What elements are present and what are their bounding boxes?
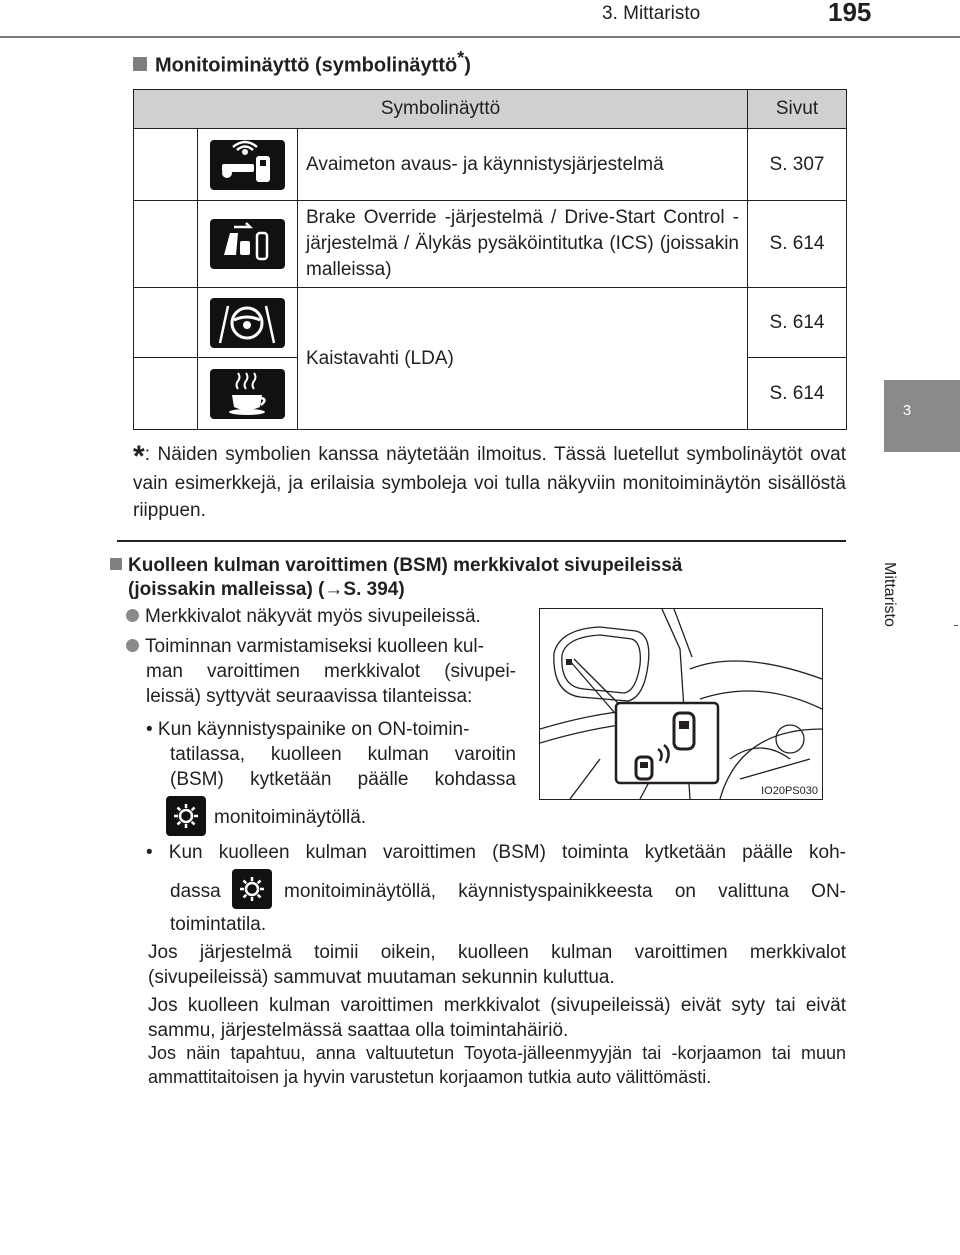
symbol-table: [133, 89, 847, 430]
header-section-title: 3. Mittaristo: [602, 3, 701, 24]
coffee-cup-icon: [210, 369, 285, 419]
sub-item-word: dassa: [170, 881, 221, 902]
brake-override-icon: [210, 219, 285, 269]
table-cell-description: Avaimeton avaus- ja käynnistysjärjestelmä: [298, 129, 748, 201]
list-item: [126, 634, 516, 659]
arrow-icon: →: [324, 579, 344, 600]
table-row: [134, 129, 847, 201]
chapter-number: 3: [902, 402, 912, 419]
sub-item-line: monitoiminäytöllä, käynnistyspainikkeesta on valittuna ON-: [284, 881, 846, 902]
paragraph: Jos järjestelmä toimii oikein, kuolleen kulman varoittimen merkkivalot (sivupeileissä) sammuvat muutaman sekunnin kuluttua.: [148, 942, 846, 988]
table-cell-empty: [134, 129, 198, 201]
sub-item-line: toimintatila.: [170, 914, 267, 935]
list-item: [126, 604, 481, 629]
table-cell-icon: [198, 288, 298, 358]
table-row: [134, 288, 847, 358]
header-rule: [0, 36, 960, 38]
table-cell-description: Kaistavahti (LDA): [298, 288, 748, 430]
heading-close: ): [464, 54, 471, 77]
table-cell-empty: [134, 201, 198, 288]
sub-item-line: (BSM) kytketään päälle kohdassa: [170, 769, 516, 790]
illustration-id: IO20PS030: [761, 785, 818, 797]
section-divider: [117, 540, 846, 542]
table-cell-icon: [198, 201, 298, 288]
footnote: [133, 441, 846, 524]
bsm-heading-line1: Kuolleen kulman varoittimen (BSM) merkkivalot sivupeileissä: [128, 555, 683, 576]
table-cell-empty: [134, 358, 198, 430]
steering-wheel-lane-icon: [210, 298, 285, 348]
round-bullet-icon: [126, 639, 139, 652]
footnote-star: *: [133, 440, 145, 473]
sub-item-line: • Kun käynnistyspainike on ON-toimin-: [146, 719, 470, 740]
footnote-text: : Näiden symbolien kanssa näytetään ilmoitus. Tässä luetellut symbolinäytöt ovat vain esimerkkejä, ja erilaisia symboleja voi tulla näkyviin monitoiminäytön sisällöstä riippuen.: [133, 444, 846, 521]
table-header-row: [134, 90, 847, 129]
bullet-text: Merkkivalot näkyvät myös sivupeileissä.: [145, 606, 481, 627]
sub-item-line: tatilassa, kuolleen kulman varoitin: [170, 744, 516, 765]
table-cell-icon: [198, 129, 298, 201]
table-cell-page: S. 614: [748, 288, 847, 358]
bullet-continuation: man varoittimen merkkivalot (sivupei- leissä) syttyvät seuraavissa tilanteissa:: [146, 661, 516, 707]
square-bullet-icon: [133, 57, 147, 71]
page-number: 195: [828, 0, 872, 27]
table-cell-icon: [198, 358, 298, 430]
bsm-heading-line2: (joissakin malleissa) (: [128, 579, 325, 600]
table-cell-empty: [134, 288, 198, 358]
chapter-label-wrap: [881, 462, 930, 627]
table-header-symbol: Symbolinäyttö: [134, 90, 748, 129]
gear-settings-icon: [166, 796, 206, 836]
table-cell-page: S. 614: [748, 358, 847, 430]
bullet-text: Toiminnan varmistamiseksi kuolleen kul-: [145, 636, 484, 657]
table-cell-page: S. 614: [748, 201, 847, 288]
bsm-heading: [110, 554, 850, 602]
gear-settings-icon: [232, 869, 272, 909]
sub-item-line: • Kun kuolleen kulman varoittimen (BSM) toiminta kytketään päälle koh-: [146, 842, 846, 863]
margin-tick: [954, 625, 958, 626]
table-cell-page: S. 307: [748, 129, 847, 201]
paragraph: Jos näin tapahtuu, anna valtuutetun Toyota-jälleenmyyjän tai -korjaamon tai muun ammattitaitoisen ja hyvin varustetun korjaamon tutkia auto välittömästi.: [148, 1043, 846, 1087]
section-heading: [133, 48, 471, 78]
square-bullet-icon: [110, 558, 122, 570]
paragraph: Jos kuolleen kulman varoittimen merkkivalot (sivupeileissä) eivät syty tai eivät sammu, järjestelmässä saattaa olla toimintahäiriö.: [148, 995, 846, 1041]
chapter-label: Mittaristo: [881, 562, 898, 627]
table-row: [134, 201, 847, 288]
round-bullet-icon: [126, 609, 139, 622]
section-heading-text: Monitoiminäyttö (symbolinäyttö: [155, 54, 458, 77]
bsm-heading-ref: S. 394): [343, 579, 405, 600]
table-header-page: Sivut: [748, 90, 847, 129]
side-mirror-illustration: [539, 608, 823, 800]
footnote-marker: *: [457, 48, 465, 68]
sub-item-line: monitoiminäytöllä.: [214, 807, 367, 828]
table-cell-description: Brake Override -järjestelmä / Drive-Start Control -järjestelmä / Älykäs pysäköintitutka (ICS) (joissakin malleissa): [298, 201, 748, 288]
keyless-entry-icon: [210, 140, 285, 190]
